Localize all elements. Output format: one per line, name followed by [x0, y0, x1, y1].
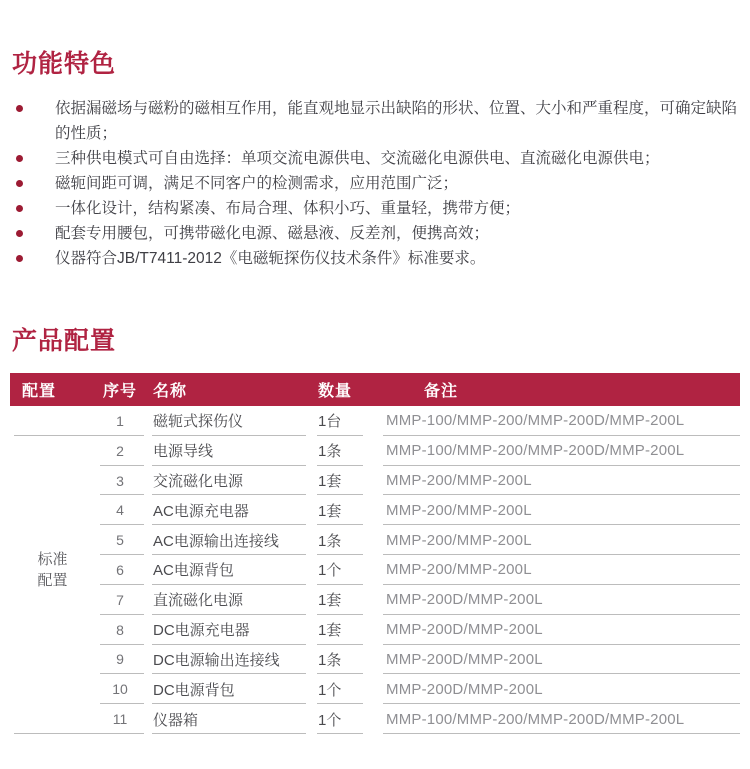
- row-quantity: 1套: [310, 585, 382, 615]
- row-quantity: 1条: [310, 436, 382, 466]
- bullet-icon: [16, 180, 23, 187]
- feature-item: [12, 146, 740, 171]
- bullet-icon: [16, 230, 23, 237]
- row-number: 4: [95, 495, 145, 525]
- table-row: [95, 704, 740, 734]
- bullet-icon: [16, 255, 23, 262]
- feature-item: [12, 96, 740, 146]
- product-config-section-title: 产品配置: [12, 327, 117, 355]
- row-number: 2: [95, 436, 145, 466]
- product-config-table: [10, 373, 740, 734]
- row-name: AC电源背包: [145, 555, 310, 585]
- row-number: 9: [95, 645, 145, 675]
- table-row: [95, 674, 740, 704]
- table-row: [95, 436, 740, 466]
- row-number: 6: [95, 555, 145, 585]
- row-name: 直流磁化电源: [145, 585, 310, 615]
- row-quantity: 1台: [310, 406, 382, 436]
- table-row: [95, 495, 740, 525]
- table-row: [95, 645, 740, 675]
- header-config: 配置: [22, 383, 57, 400]
- table-row: [95, 615, 740, 645]
- row-remark: MMP-200D/MMP-200L: [382, 615, 740, 645]
- row-quantity: 1条: [310, 645, 382, 675]
- row-remark: MMP-200/MMP-200L: [382, 466, 740, 496]
- row-name: 仪器箱: [145, 704, 310, 734]
- table-body: [10, 406, 740, 734]
- row-quantity: 1套: [310, 495, 382, 525]
- row-remark: MMP-200D/MMP-200L: [382, 674, 740, 704]
- row-number: 3: [95, 466, 145, 496]
- row-name: DC电源背包: [145, 674, 310, 704]
- table-row: [95, 555, 740, 585]
- row-quantity: 1套: [310, 466, 382, 496]
- header-remark: 备注: [424, 383, 459, 400]
- row-remark: MMP-200/MMP-200L: [382, 555, 740, 585]
- features-list: [12, 96, 740, 271]
- row-name: DC电源输出连接线: [145, 645, 310, 675]
- row-remark: MMP-100/MMP-200/MMP-200D/MMP-200L: [382, 436, 740, 466]
- feature-item: [12, 196, 740, 221]
- config-cell-line1: 标准: [37, 551, 68, 568]
- table-row: [95, 525, 740, 555]
- feature-text: 磁轭间距可调，满足不同客户的检测需求，应用范围广泛；: [55, 175, 459, 192]
- header-no: 序号: [102, 383, 137, 400]
- row-name: DC电源充电器: [145, 615, 310, 645]
- row-name: 磁轭式探伤仪: [145, 406, 310, 436]
- feature-text: 配套专用腰包，可携带磁化电源、磁悬液、反差剂，便携高效；: [55, 225, 490, 242]
- table-row: [95, 466, 740, 496]
- row-number: 8: [95, 615, 145, 645]
- row-remark: MMP-100/MMP-200/MMP-200D/MMP-200L: [382, 406, 740, 436]
- row-remark: MMP-200D/MMP-200L: [382, 585, 740, 615]
- row-quantity: 1个: [310, 674, 382, 704]
- feature-item: [12, 221, 740, 246]
- row-quantity: 1条: [310, 525, 382, 555]
- config-cell-line2: 配置: [37, 572, 68, 589]
- table-rows: [95, 406, 740, 734]
- row-name: 交流磁化电源: [145, 466, 310, 496]
- row-number: 11: [112, 711, 128, 728]
- feature-item: [12, 246, 740, 271]
- row-number: 10: [95, 674, 145, 704]
- header-name: 名称: [153, 383, 188, 400]
- row-name: AC电源充电器: [145, 495, 310, 525]
- table-row: [95, 406, 740, 436]
- row-remark: MMP-200D/MMP-200L: [382, 645, 740, 675]
- features-section-title: 功能特色: [12, 50, 117, 78]
- row-quantity: 1套: [310, 615, 382, 645]
- feature-text: 三种供电模式可自由选择：单项交流电源供电、交流磁化电源供电、直流磁化电源供电；: [55, 150, 660, 167]
- row-number: 1: [116, 412, 124, 429]
- row-remark: MMP-100/MMP-200/MMP-200D/MMP-200L: [382, 704, 740, 734]
- row-remark: MMP-200/MMP-200L: [382, 525, 740, 555]
- header-qty: 数量: [318, 383, 353, 400]
- table-header-row: [10, 373, 740, 406]
- bullet-icon: [16, 205, 23, 212]
- merged-config-cell: [10, 406, 95, 734]
- bullet-icon: [16, 155, 23, 162]
- bullet-icon: [16, 105, 23, 112]
- row-name: AC电源输出连接线: [145, 525, 310, 555]
- feature-text: 一体化设计，结构紧凑、布局合理、体积小巧、重量轻，携带方便；: [55, 200, 521, 217]
- row-remark: MMP-200/MMP-200L: [382, 495, 740, 525]
- feature-text: 仪器符合JB/T7411-2012《电磁轭探伤仪技术条件》标准要求。: [55, 250, 486, 267]
- table-row: [95, 585, 740, 615]
- feature-text: 依据漏磁场与磁粉的磁相互作用，能直观地显示出缺陷的形状、位置、大小和严重程度，可确定缺陷的性质；: [55, 100, 738, 142]
- feature-item: [12, 171, 740, 196]
- row-number: 7: [95, 585, 145, 615]
- row-name: 电源导线: [145, 436, 310, 466]
- row-quantity: 1个: [310, 555, 382, 585]
- row-quantity: 1个: [310, 704, 382, 734]
- row-number: 5: [95, 525, 145, 555]
